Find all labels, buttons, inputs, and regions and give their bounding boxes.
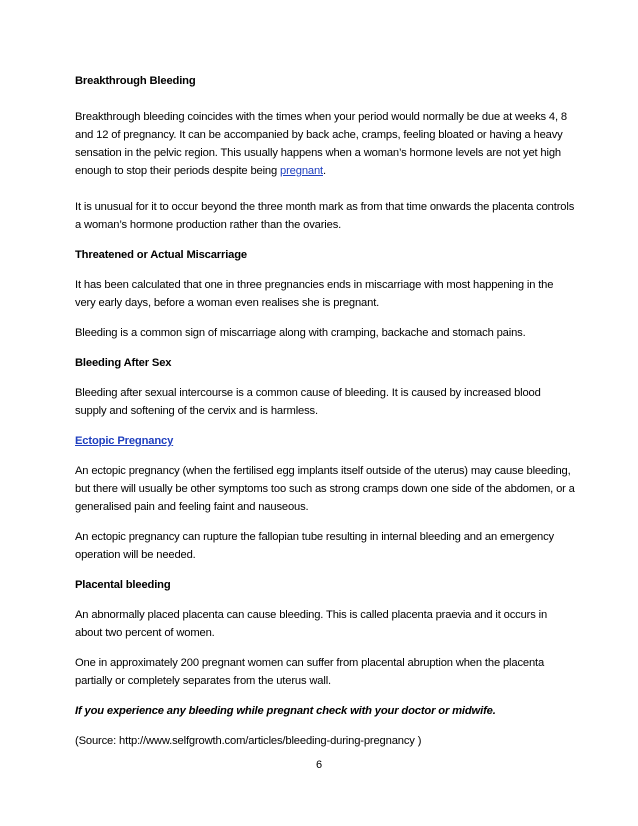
placental-paragraph-1: An abnormally placed placenta can cause bleeding. This is called placenta praevia and it occurs in about two percent of women. xyxy=(75,609,548,639)
heading-breakthrough-bleeding: Breakthrough Bleeding xyxy=(75,75,196,87)
ectopic-paragraph-1: An ectopic pregnancy (when the fertilised egg implants itself outside of the uterus) may cause bleeding, but there will usually be other symptoms too such as strong cramps down one side of the abdomen, or a generalised pain and feeling faint and nauseous. xyxy=(75,465,575,513)
ectopic-pregnancy-link[interactable]: Ectopic Pregnancy xyxy=(75,435,174,447)
breakthrough-paragraph-2: It is unusual for it to occur beyond the three month mark as from that time onwards the placenta controls a woman’s hormone production rather than the ovaries. xyxy=(75,201,575,231)
breakthrough-paragraph-1-text: Breakthrough bleeding coincides with the times when your period would normally be due at weeks 4, 8 and 12 of pregnancy. It can be accompanied by back ache, cramps, feeling bloated or having a heavy sensation in the pelvic region. This usually happens when a woman’s hormone levels are not yet high enough to stop their periods despite being xyxy=(75,111,567,177)
miscarriage-paragraph-1: It has been calculated that one in three pregnancies ends in miscarriage with most happening in the very early days, before a woman even realises she is pregnant. xyxy=(75,279,554,309)
page-number: 6 xyxy=(315,759,323,771)
heading-placental-bleeding: Placental bleeding xyxy=(75,579,171,591)
heading-miscarriage: Threatened or Actual Miscarriage xyxy=(75,249,247,261)
breakthrough-paragraph-1-end: . xyxy=(323,165,326,177)
heading-ectopic-pregnancy xyxy=(75,432,575,450)
heading-bleeding-after-sex: Bleeding After Sex xyxy=(75,357,172,369)
breakthrough-paragraph-1 xyxy=(75,108,575,180)
ectopic-paragraph-2: An ectopic pregnancy can rupture the fallopian tube resulting in internal bleeding and an emergency operation will be needed. xyxy=(75,531,554,561)
placental-paragraph-2: One in approximately 200 pregnant women can suffer from placental abruption when the placenta partially or completely separates from the uterus wall. xyxy=(75,657,545,687)
after-sex-paragraph-1: Bleeding after sexual intercourse is a common cause of bleeding. It is caused by increased blood supply and softening of the cervix and is harmless. xyxy=(75,387,541,417)
doctor-callout: If you experience any bleeding while pregnant check with your doctor or midwife. xyxy=(75,705,496,717)
miscarriage-paragraph-2: Bleeding is a common sign of miscarriage along with cramping, backache and stomach pains. xyxy=(75,327,526,339)
document-page xyxy=(75,72,575,750)
pregnant-link[interactable]: pregnant xyxy=(280,165,323,177)
source-citation: (Source: http://www.selfgrowth.com/articles/bleeding-during-pregnancy ) xyxy=(75,735,422,747)
